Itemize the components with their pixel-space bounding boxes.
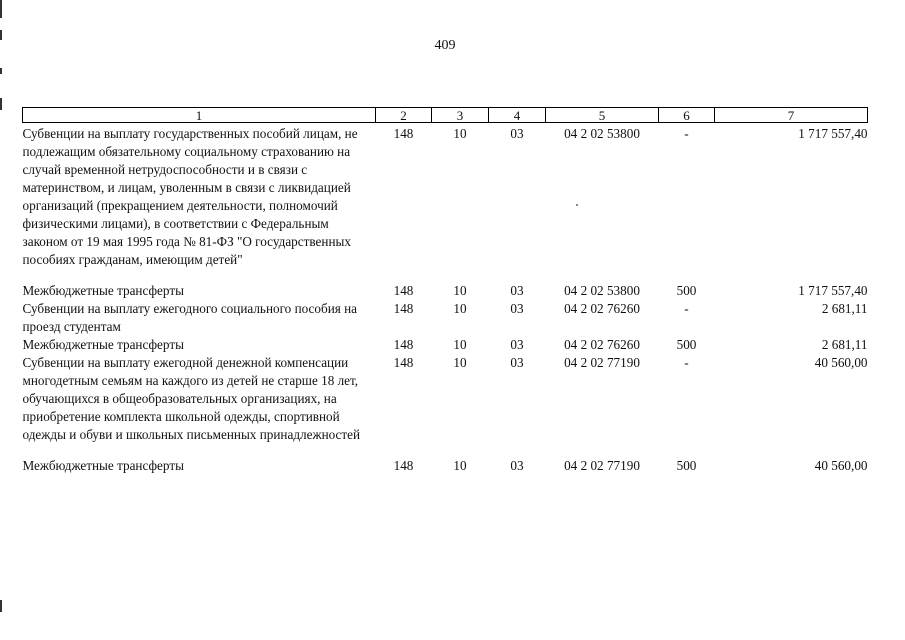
- column-header: 6: [659, 108, 715, 123]
- cell-amount: 1 717 557,40: [798, 126, 868, 141]
- table-row: [23, 444, 868, 475]
- table-row: [23, 269, 868, 300]
- cell-subsection: 03: [510, 301, 524, 316]
- cell-target-code: 04 2 02 53800: [564, 283, 640, 298]
- page-number: 409: [434, 38, 456, 53]
- cell-expense-type: -: [684, 301, 689, 316]
- scan-margin-mark: [0, 68, 2, 74]
- cell-section: 10: [453, 283, 467, 298]
- row-name: Межбюджетные трансферты: [22, 283, 184, 298]
- scan-margin-mark: [0, 98, 2, 110]
- cell-section: 10: [453, 301, 467, 316]
- cell-ministry-code: 148: [393, 337, 414, 352]
- cell-amount: 40 560,00: [814, 355, 868, 370]
- row-name: Межбюджетные трансферты: [22, 337, 184, 352]
- column-header: 4: [489, 108, 546, 123]
- table-row: [23, 123, 868, 270]
- cell-expense-type: -: [684, 126, 689, 141]
- cell-target-code: 04 2 02 76260: [564, 301, 640, 316]
- scan-margin-mark: [0, 0, 2, 18]
- column-header: 5: [546, 108, 659, 123]
- budget-table: [22, 107, 868, 475]
- column-header: 3: [432, 108, 489, 123]
- cell-section: 10: [453, 337, 467, 352]
- cell-subsection: 03: [510, 355, 524, 370]
- cell-expense-type: 500: [676, 337, 697, 352]
- cell-section: 10: [453, 355, 467, 370]
- cell-ministry-code: 148: [393, 355, 414, 370]
- row-name: Субвенции на выплату ежегодного социального пособия на проезд студентам: [22, 301, 358, 334]
- scan-margin-mark: [0, 600, 2, 612]
- table-row: [23, 300, 868, 336]
- cell-section: 10: [453, 126, 467, 141]
- cell-expense-type: -: [684, 355, 689, 370]
- cell-subsection: 03: [510, 283, 524, 298]
- cell-ministry-code: 148: [393, 458, 414, 473]
- cell-ministry-code: 148: [393, 301, 414, 316]
- table-row: [23, 336, 868, 354]
- row-name: Межбюджетные трансферты: [22, 458, 184, 473]
- row-name: Субвенции на выплату государственных пособий лицам, не подлежащим обязательному социальному страхованию на случай временной нетрудоспособности и в связи с материнством, и лицам, уволенным в связи с ликвидацией организаций (прекращением деятельности, полномочий физическими лицами), в соответствии с Федеральным законом от 19 мая 1995 года № 81-ФЗ "О государственных пособиях гражданам, имеющим детей": [22, 126, 358, 267]
- scan-speck: [576, 204, 578, 206]
- cell-target-code: 04 2 02 77190: [564, 355, 640, 370]
- column-header: 2: [376, 108, 432, 123]
- cell-section: 10: [453, 458, 467, 473]
- cell-expense-type: 500: [676, 283, 697, 298]
- cell-target-code: 04 2 02 53800: [564, 126, 640, 141]
- cell-amount: 40 560,00: [814, 458, 868, 473]
- column-header: 1: [23, 108, 376, 123]
- cell-ministry-code: 148: [393, 283, 414, 298]
- cell-amount: 1 717 557,40: [798, 283, 868, 298]
- cell-expense-type: 500: [676, 458, 697, 473]
- cell-target-code: 04 2 02 77190: [564, 458, 640, 473]
- row-name: Субвенции на выплату ежегодной денежной компенсации многодетным семьям на каждого из детей не старше 18 лет, обучающихся в общеобразовательных организациях, на приобретение комплекта школьной одежды, спортивной одежды и обуви и школьных письменных принадлежностей: [22, 355, 361, 442]
- cell-subsection: 03: [510, 126, 524, 141]
- column-header: 7: [715, 108, 868, 123]
- cell-ministry-code: 148: [393, 126, 414, 141]
- cell-target-code: 04 2 02 76260: [564, 337, 640, 352]
- table-header-row: [23, 108, 868, 123]
- cell-subsection: 03: [510, 458, 524, 473]
- cell-subsection: 03: [510, 337, 524, 352]
- cell-amount: 2 681,11: [821, 301, 868, 316]
- cell-amount: 2 681,11: [821, 337, 868, 352]
- table-row: [23, 354, 868, 444]
